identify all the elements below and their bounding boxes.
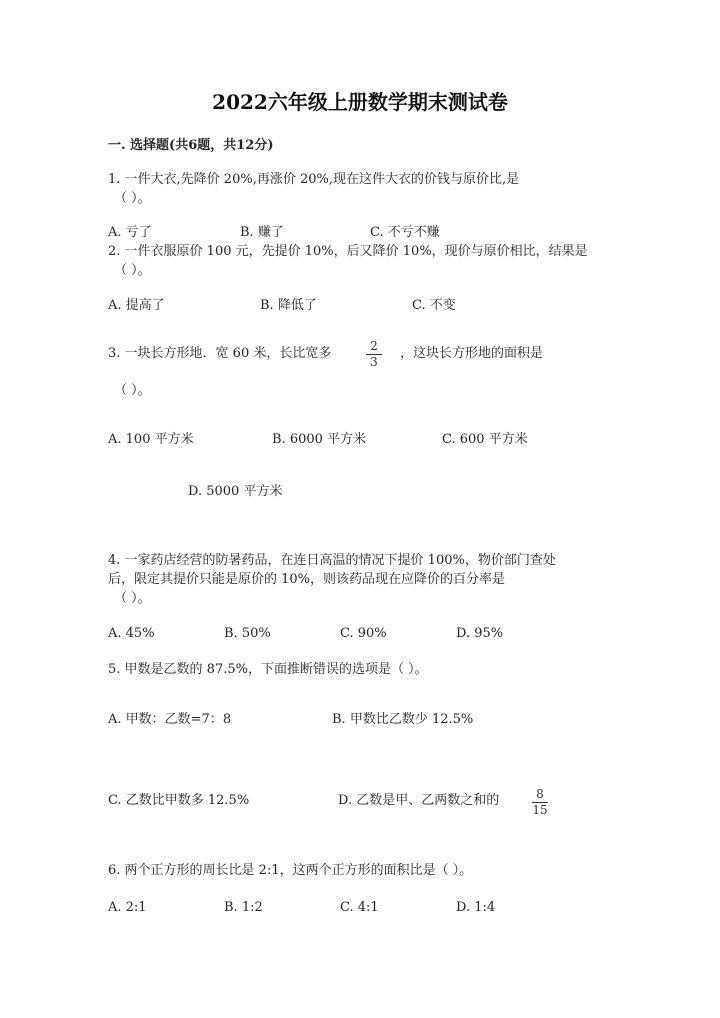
fraction-numerator: 2 (370, 339, 378, 353)
question-3-option-a[interactable]: A. 100 平方米 (108, 432, 194, 447)
question-3-option-c[interactable]: C. 600 平方米 (442, 432, 528, 447)
section-heading: 一. 选择题(共6题，共12分) (108, 138, 274, 153)
question-3-blank: （ ）。 (114, 383, 151, 398)
question-3-text-start: 3. 一块长方形地．宽 60 米，长比宽多 (108, 346, 332, 361)
question-3-fraction (364, 340, 384, 369)
question-4-text-cont: 后，限定其提价只能是原价的 10%，则该药品现在应降价的百分率是 (108, 572, 506, 587)
question-6-option-c[interactable]: C. 4:1 (340, 900, 379, 915)
question-2-option-c[interactable]: C. 不变 (412, 298, 456, 313)
question-4-option-d[interactable]: D. 95% (456, 626, 504, 641)
question-6-option-a[interactable]: A. 2:1 (108, 900, 147, 915)
fraction-denominator: 3 (370, 355, 378, 369)
question-1-blank: （ ）。 (114, 191, 151, 206)
question-5-option-b[interactable]: B. 甲数比乙数少 12.5% (332, 712, 474, 727)
question-1-option-a[interactable]: A. 亏了 (108, 225, 152, 240)
question-6-option-d[interactable]: D. 1:4 (456, 900, 496, 915)
question-6-option-b[interactable]: B. 1:2 (224, 900, 263, 915)
question-4-option-b[interactable]: B. 50% (224, 626, 271, 641)
question-3-option-b[interactable]: B. 6000 平方米 (272, 432, 367, 447)
question-4-option-c[interactable]: C. 90% (340, 626, 387, 641)
question-1-option-b[interactable]: B. 赚了 (240, 225, 284, 240)
question-2-option-a[interactable]: A. 提高了 (108, 298, 165, 313)
question-1-text: 1. 一件大衣,先降价 20%,再涨价 20%,现在这件大衣的价钱与原价比,是 (108, 172, 520, 187)
question-5-text: 5. 甲数是乙数的 87.5%，下面推断错误的选项是（ ）。 (108, 662, 428, 677)
question-4-blank: （ ）。 (114, 591, 151, 606)
question-6-text: 6. 两个正方形的周长比是 2:1，这两个正方形的面积比是（ ）。 (108, 863, 473, 878)
question-2-text: 2. 一件衣服原价 100 元，先提价 10%，后又降价 10%，现价与原价相比，结果是 (108, 244, 588, 259)
page-title: 2022六年级上册数学期末测试卷 (212, 90, 508, 114)
question-3-text-end: ，这块长方形地的面积是 (400, 346, 544, 361)
question-4-text: 4. 一家药店经营的防暑药品，在连日高温的情况下提价 100%，物价部门查处 (108, 553, 556, 568)
question-2-option-b[interactable]: B. 降低了 (260, 298, 317, 313)
question-5-fraction (530, 788, 550, 817)
fraction-denominator: 15 (532, 803, 548, 817)
question-2-blank: （ ）。 (114, 263, 151, 278)
question-4-option-a[interactable]: A. 45% (108, 626, 155, 641)
question-5-option-a[interactable]: A. 甲数：乙数=7：8 (108, 712, 232, 727)
question-3-option-d[interactable]: D. 5000 平方米 (188, 484, 283, 499)
question-1-option-c[interactable]: C. 不亏不赚 (370, 225, 440, 240)
question-5-option-c[interactable]: C. 乙数比甲数多 12.5% (108, 793, 250, 808)
fraction-numerator: 8 (536, 787, 544, 801)
question-5-option-d[interactable]: D. 乙数是甲、乙两数之和的 (338, 793, 500, 808)
